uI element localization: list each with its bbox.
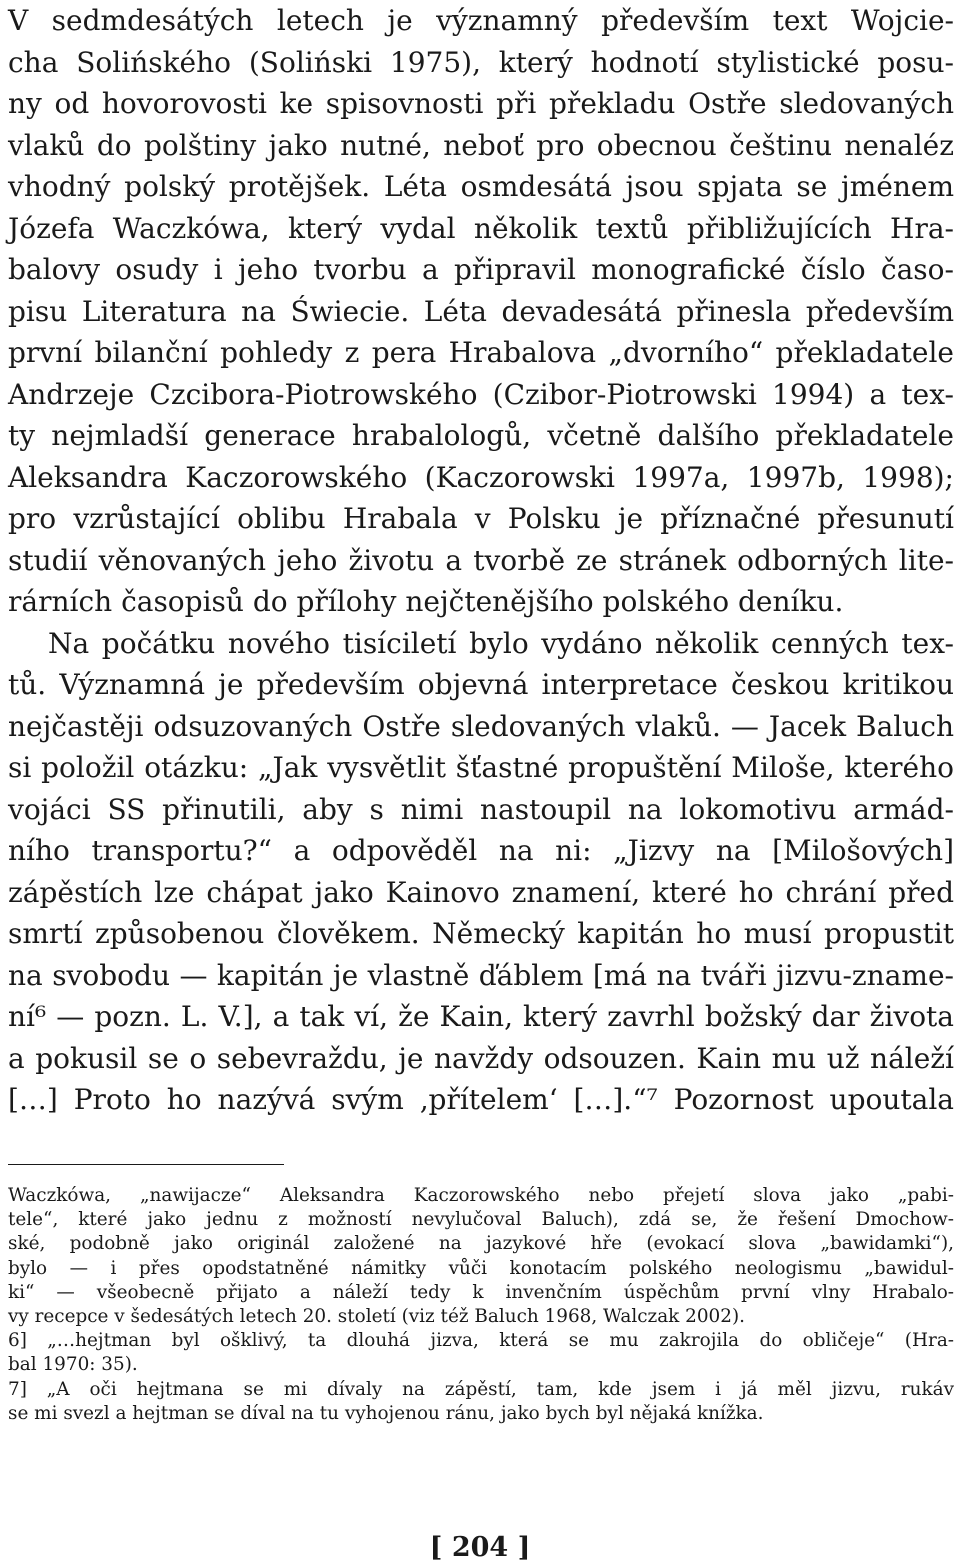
text-line: vojáci SS přinutili, aby s nimi nastoupil na lokomotivu armád- [8, 792, 954, 826]
text-line: a pokusil se o sebevraždu, je navždy odsouzen. Kain mu už náleží [8, 1041, 954, 1075]
text-line: ny od hovorovosti ke spisovnosti při překladu Ostře sledovaných [8, 87, 954, 120]
text-line: ní⁶ — pozn. L. V.], a tak ví, že Kain, který zavrhl božský dar života [8, 1000, 954, 1033]
text-line: cha Solińského (Soliński 1975), který hodnotí stylistické posu- [8, 45, 954, 79]
text-line: studií věnovaných jeho životu a tvorbě ze stránek odborných lite- [8, 543, 954, 577]
footnote-line: ki“ — všeobecně přijato a náleží tedy k invenčním úspěchům první vlny Hrabalo- [8, 1281, 954, 1303]
text-line: Andrzeje Czcibora-Piotrowského (Czibor-Piotrowski 1994) a tex- [8, 377, 954, 411]
footnote-line: 6] „…hejtman byl ošklivý, ta dlouhá jizva, která se mu zakrojila do obličeje“ (Hra- [8, 1330, 954, 1352]
footnote-separator [8, 1164, 284, 1165]
footnote-line: tele“, které jako jednu z možností nevylučoval Baluch), zdá se, že řešení Dmochow- [8, 1209, 954, 1231]
text-line: zápěstích lze chápat jako Kainovo znamení, které ho chrání před [8, 875, 954, 909]
text-line: rárních časopisů do přílohy nejčtenějšího polského deníku. [8, 585, 844, 618]
text-line: smrtí způsobenou člověkem. Německý kapitán ho musí propustit [8, 917, 954, 950]
text-line: balovy osudy i jeho tvorbu a připravil monografické číslo časo- [8, 253, 954, 286]
footnote-line: ské, podobně jako originál založené na jazykové hře (evokací slova „bawidamki“), [8, 1233, 954, 1255]
text-line: Na počátku nového tisíciletí bylo vydáno několik cenných tex- [48, 626, 954, 660]
footnote-line: 7] „A oči hejtmana se mi dívaly na zápěstí, tam, kde jsem i já měl jizvu, rukáv [8, 1378, 954, 1400]
footnote-line: vy recepce v šedesátých letech 20. století (viz též Baluch 1968, Walczak 2002). [8, 1305, 745, 1327]
footnote-line: Waczkówa, „nawijacze“ Aleksandra Kaczorowského nebo přejetí slova jako „pabi- [8, 1185, 954, 1206]
text-line: ního transportu?“ a odpověděl na ni: „Jizvy na [Milošových] [8, 834, 954, 867]
text-line: vhodný polský protějšek. Léta osmdesátá jsou spjata se jménem [8, 170, 954, 203]
text-line: pro vzrůstající oblibu Hrabala v Polsku je příznačné přesunutí [8, 502, 954, 535]
text-line: si položil otázku: „Jak vysvětlit šťastné propuštění Miloše, kterého [8, 751, 954, 784]
text-line: Aleksandra Kaczorowského (Kaczorowski 1997a, 1997b, 1998); [8, 460, 954, 494]
footnotes [8, 1184, 954, 1426]
text-line: Józefa Waczkówa, který vydal několik textů přibližujících Hra- [8, 211, 954, 245]
text-line: […] Proto ho nazývá svým ‚přítelem‘ […].“⁷ Pozornost upoutala [8, 1083, 954, 1116]
text-line: na svobodu — kapitán je vlastně ďáblem [má na tváři jizvu-zname- [8, 958, 954, 992]
text-line: první bilanční pohledy z pera Hrabalova „dvorního“ překladatele [8, 336, 954, 369]
text-line: vlaků do polštiny jako nutné, neboť pro obecnou češtinu nenaléz [8, 128, 954, 162]
text-line: nejčastěji odsuzovaných Ostře sledovaných vlaků. — Jacek Baluch [8, 709, 954, 743]
text-line: tů. Významná je především objevná interpretace českou kritikou [8, 668, 954, 701]
footnote-line: bylo — i přes opodstatněné námitky vůči konotacím polského neologismu „bawidul- [8, 1257, 954, 1279]
main-text [8, 0, 954, 1121]
footnote-line: bal 1970: 35). [8, 1354, 138, 1376]
text-line: pisu Literatura na Świecie. Léta devadesátá přinesla především [8, 294, 954, 328]
footnote-line: se mi svezl a hejtman se díval na tu vyhojenou ránu, jako bych byl nějaká knížka. [8, 1402, 764, 1424]
page-number: [ 204 ] [429, 1532, 531, 1563]
text-line: ty nejmladší generace hrabalologů, včetně dalšího překladatele [8, 419, 954, 452]
text-line: V sedmdesátých letech je významný především text Wojcie- [8, 4, 954, 37]
